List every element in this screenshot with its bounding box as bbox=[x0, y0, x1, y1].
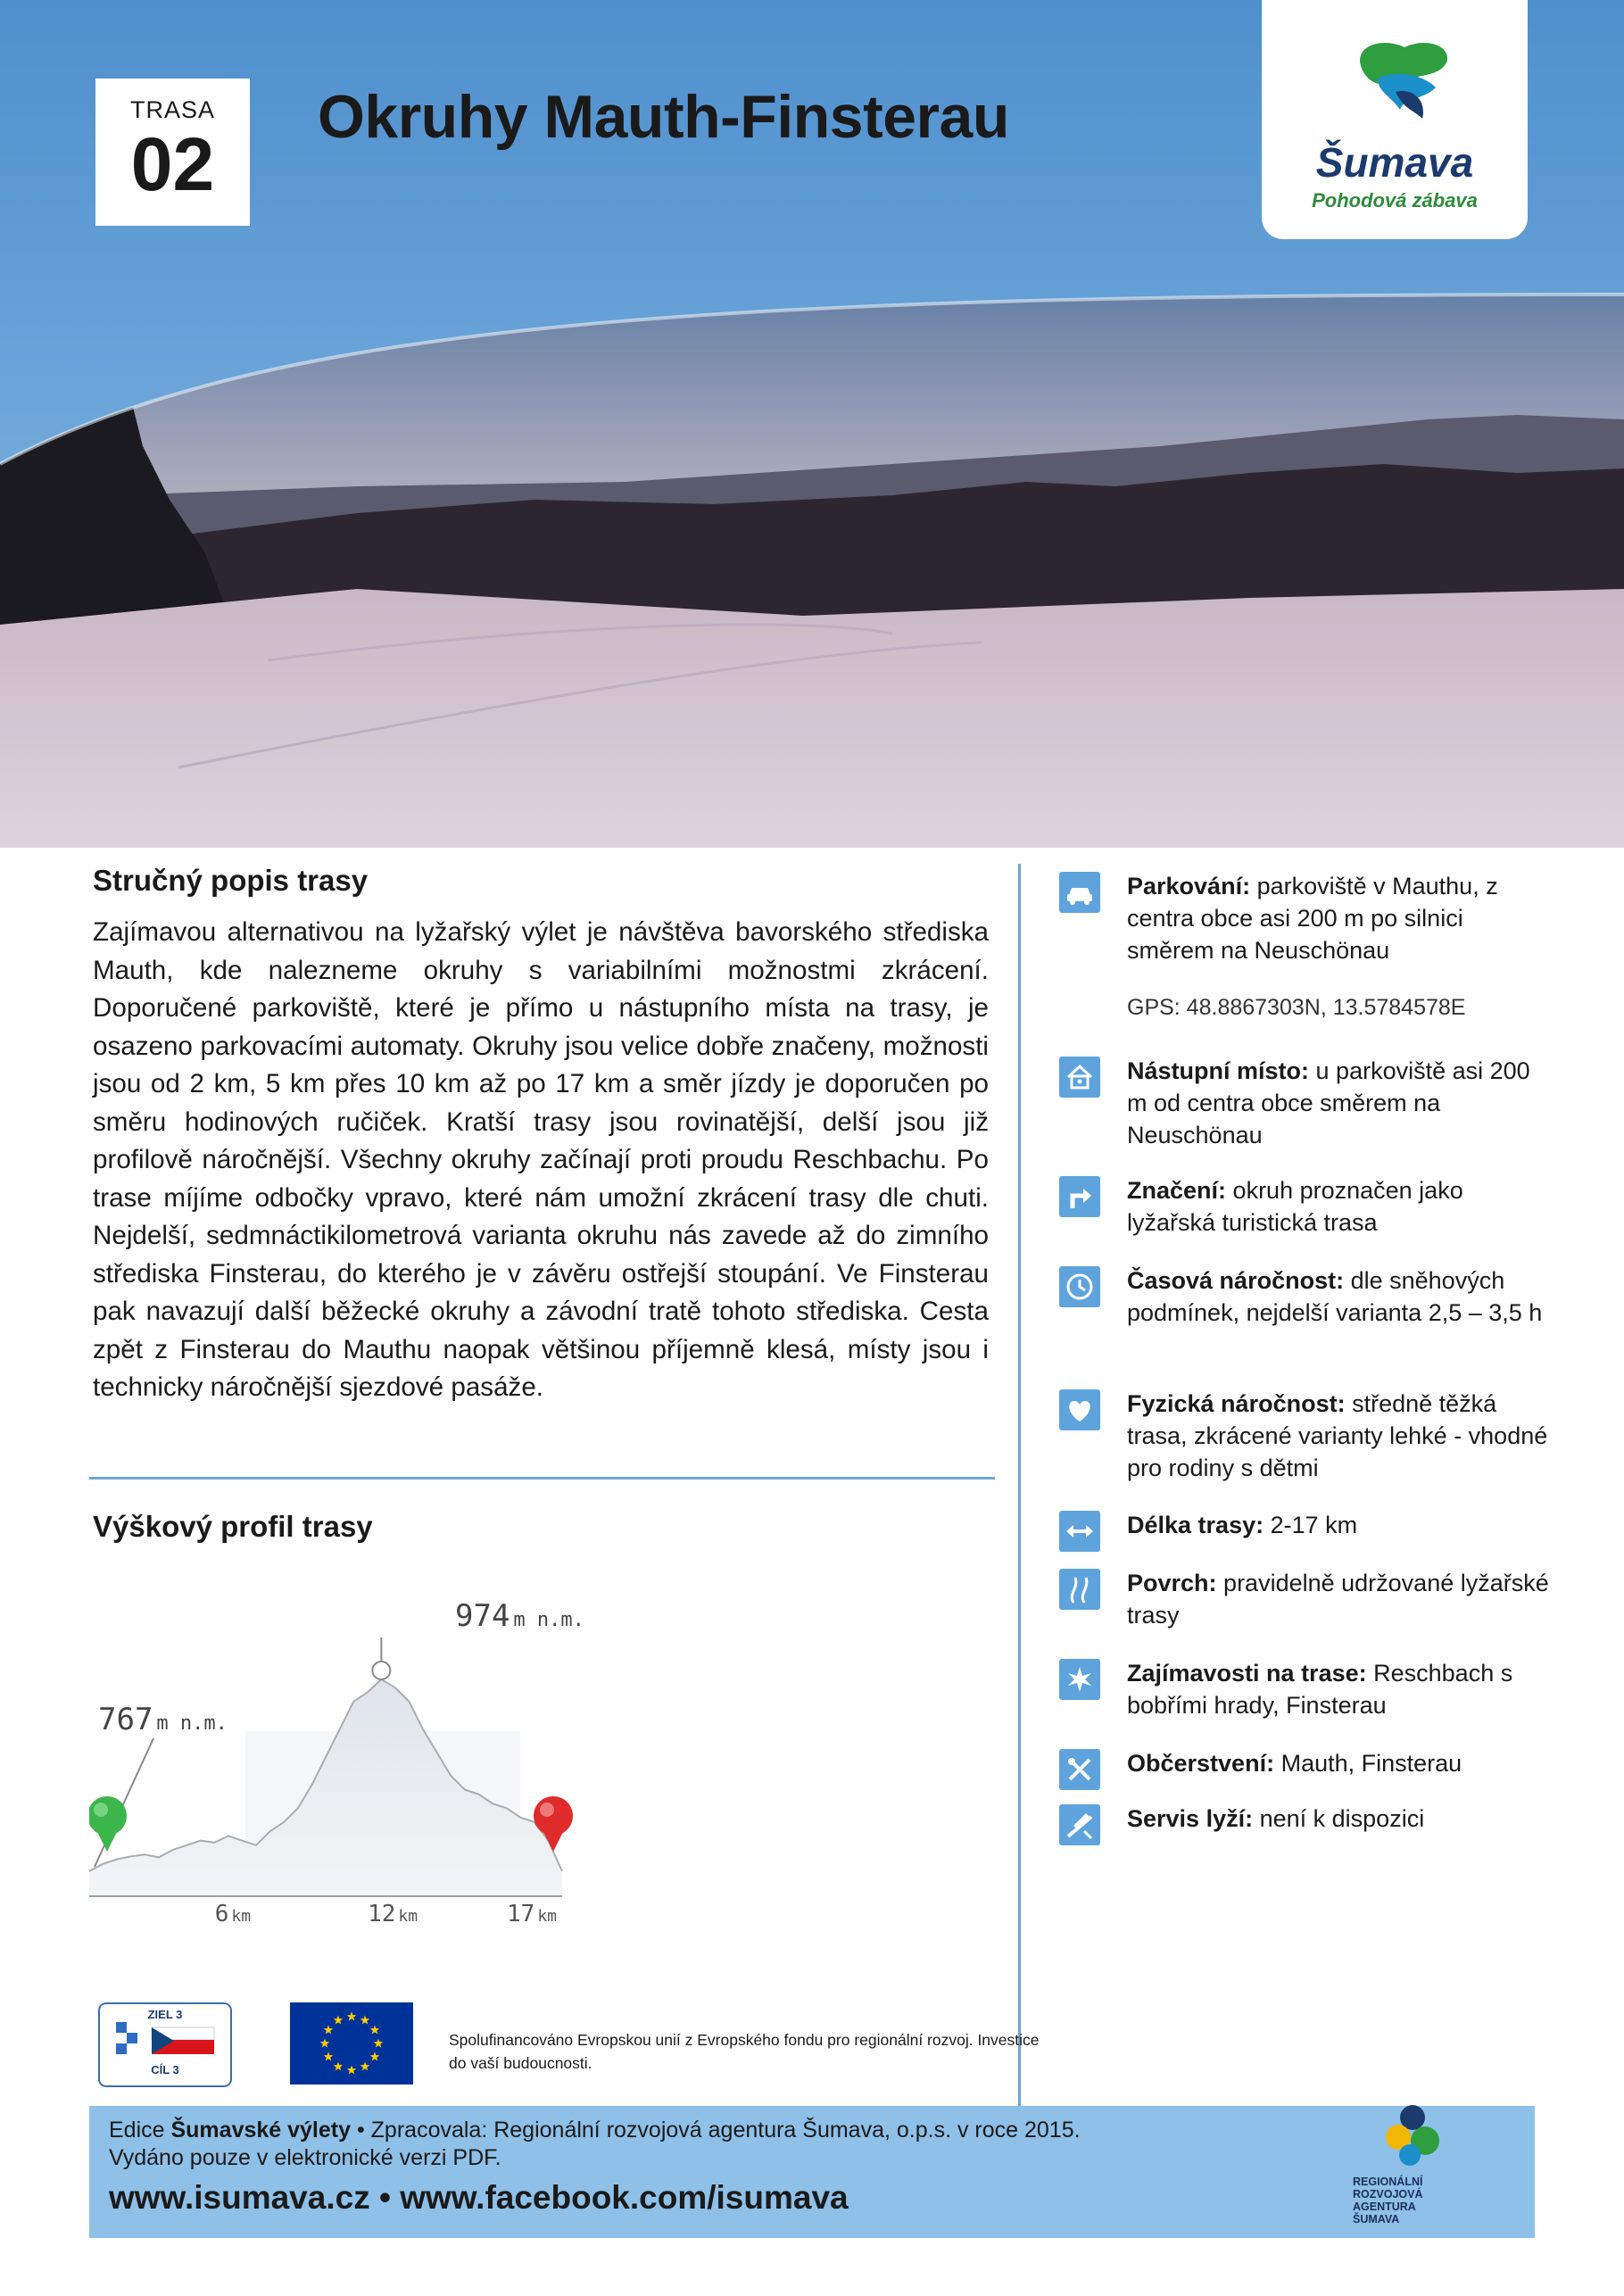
ski-service-label: Servis lyží: bbox=[1127, 1805, 1254, 1832]
rra-logo-text: REGIONÁLNÍ ROZVOJOVÁ AGENTURA ŠUMAVA bbox=[1353, 2176, 1423, 2226]
marking-label: Značení: bbox=[1127, 1177, 1227, 1204]
cofunding-note: Spolufinancováno Evropskou unií z Evropského fondu pro regionální rozvoj. Investice do vaší budoucnosti. bbox=[449, 2031, 1040, 2072]
length-label: Délka trasy: bbox=[1127, 1512, 1264, 1538]
x-tick-label: 12 km bbox=[368, 1901, 418, 1927]
marking-value: okruh proznačen jako lyžařská turistická trasa bbox=[1127, 1177, 1463, 1236]
parking-label: Parkování: bbox=[1127, 873, 1251, 899]
ski-service-value: není k dispozici bbox=[1259, 1805, 1425, 1832]
section-divider bbox=[89, 1477, 995, 1480]
start-pin-icon bbox=[89, 1796, 127, 1852]
x-axis-ticks bbox=[215, 1901, 557, 1927]
start-value: u parkoviště asi 200 m od centra obce směrem na Neuschönau bbox=[1127, 1057, 1530, 1148]
double-arrow-icon bbox=[1059, 1511, 1100, 1552]
heart-icon bbox=[1059, 1389, 1100, 1430]
logo-tagline: Pohodová zábava bbox=[1312, 189, 1478, 211]
star-icon bbox=[1059, 1659, 1100, 1700]
start-label: Nástupní místo: bbox=[1127, 1057, 1310, 1084]
turn-arrow-icon bbox=[1059, 1176, 1100, 1217]
fork-knife-icon bbox=[1059, 1749, 1100, 1790]
clock-icon bbox=[1059, 1266, 1100, 1307]
column-divider bbox=[1018, 864, 1021, 2113]
start-elevation-label: 767 m n.m. bbox=[98, 1702, 228, 1737]
difficulty-value: středně těžká trasa, zkrácené varianty lehké - vhodné pro rodiny s dětmi bbox=[1127, 1390, 1548, 1481]
logo-name: Šumava bbox=[1315, 139, 1474, 186]
surface-value: pravidelně udržované lyžařské trasy bbox=[1127, 1570, 1549, 1629]
road-icon bbox=[1059, 1569, 1100, 1610]
x-tick-label: 6 km bbox=[214, 1901, 252, 1927]
ski-icon bbox=[1059, 1804, 1100, 1845]
edition-name: Šumavské výlety bbox=[170, 2118, 352, 2143]
gps-coordinates: GPS: 48.8867303N, 13.5784578E bbox=[1127, 995, 1466, 1020]
sumava-logo-icon bbox=[1351, 34, 1456, 134]
profile-heading: Výškový profil trasy bbox=[93, 1510, 373, 1543]
footer-publication-note: Vydáno pouze v elektronické verzi PDF. bbox=[109, 2145, 501, 2170]
x-tick-label: 17 km bbox=[507, 1901, 557, 1927]
food-label: Občerstvení: bbox=[1127, 1750, 1275, 1777]
route-label: TRASA bbox=[129, 96, 216, 123]
difficulty-label: Fyzická náročnost: bbox=[1127, 1390, 1346, 1417]
food-value: Mauth, Finsterau bbox=[1280, 1750, 1462, 1777]
footer-edition: Edice Šumavské výlety • Zpracovala: Regionální rozvojová agentura Šumava, o.p.s. v roce 2015. bbox=[109, 2118, 1081, 2143]
time-label: Časová náročnost: bbox=[1127, 1267, 1345, 1294]
ziel3-cil3-logo bbox=[98, 2002, 232, 2087]
surface-label: Povrch: bbox=[1127, 1570, 1217, 1596]
svg-text:ZIEL 3: ZIEL 3 bbox=[147, 2008, 183, 2021]
peak-marker bbox=[372, 1662, 390, 1679]
sumava-logo bbox=[1262, 0, 1528, 239]
elevation-profile-chart bbox=[89, 1571, 973, 1927]
route-number-box bbox=[95, 79, 250, 226]
footer-links[interactable]: www.isumava.cz • www.facebook.com/isumava bbox=[109, 2179, 849, 2216]
page-title: Okruhy Mauth-Finsterau bbox=[318, 83, 1009, 151]
description-heading: Stručný popis trasy bbox=[93, 864, 369, 897]
house-icon bbox=[1059, 1057, 1100, 1098]
sights-value: Reschbach s bobřími hrady, Finsterau bbox=[1127, 1660, 1513, 1719]
peak-elevation-label: 974 m n.m. bbox=[455, 1598, 584, 1634]
length-value: 2-17 km bbox=[1270, 1512, 1358, 1538]
rra-sumava-logo bbox=[1338, 2100, 1499, 2256]
description-text: Zajímavou alternativou na lyžařský výlet je návštěva bavorského střediska Mauth, kde nalezneme okruhy s variabilními možnostmi zkrácení. Doporučené parkoviště, které je přímo u nástupního místa na trasy, je osazeno parkovacími automaty. Okruhy jsou velice dobře značeny, možnosti jsou od 2 km, 5 km přes 10 km až po 17 km a směr jízdy je doporučen po směru hodinových ručiček. Kratší trasy jsou rovinatější, delší jsou již profilově náročnější. Všechny okruhy začínají proti proudu Reschbachu. Po trase míjíme odbočky vpravo, které nám umožní zkrácení trasy dle chuti. Nejdelší, sedmnáctikilometrová varianta okruhu nás zavede až do zimního střediska Finsterau, do kterého je v závěru ostřejší stoupání. Ve Finsterau pak navazují další běžecké okruhy a závodní tratě tohoto střediska. Cesta zpět z Finsterau do Mauthu naopak většinou příjemně klesá, místy jsou i technicky náročnější sjezdové pasáže. bbox=[93, 917, 989, 1402]
sights-label: Zajímavosti na trase: bbox=[1127, 1660, 1367, 1687]
car-icon bbox=[1059, 872, 1100, 913]
svg-text:CÍL 3: CÍL 3 bbox=[151, 2063, 179, 2076]
time-value: dle sněhových podmínek, nejdelší varianta 2,5 – 3,5 h bbox=[1127, 1267, 1543, 1326]
route-number: 02 bbox=[130, 122, 215, 206]
parking-value: parkoviště v Mauthu, z centra obce asi 200 m po silnici směrem na Neuschönau bbox=[1127, 873, 1498, 964]
eu-flag-icon bbox=[290, 2002, 413, 2085]
